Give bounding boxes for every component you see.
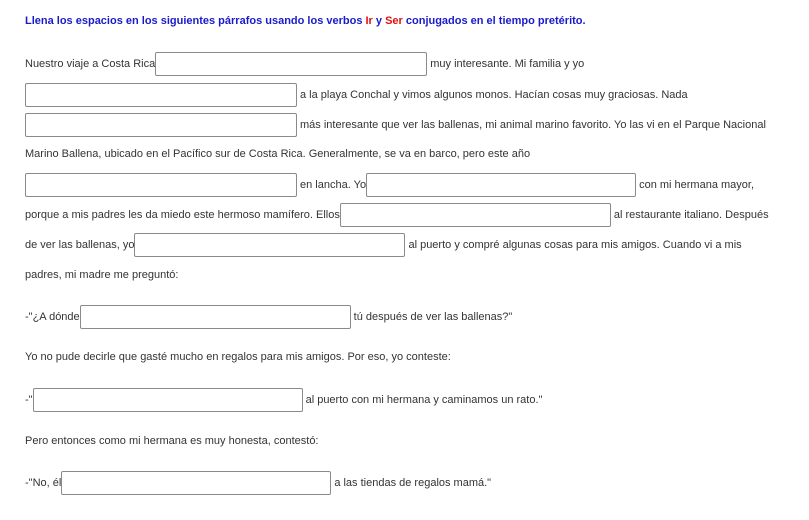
instructions <box>25 15 586 27</box>
text-a2-a: -"No, él <box>25 477 62 489</box>
text-q-a: -"¿A dónde <box>25 311 80 323</box>
blank-4-input[interactable] <box>25 173 297 197</box>
text-q-b: tú después de ver las ballenas?" <box>353 311 513 323</box>
text-l6a: porque a mis padres les da miedo este hermoso mamífero. Ellos <box>25 209 340 221</box>
text-l5b: con mi hermana mayor, <box>639 179 755 191</box>
blank-8-input[interactable] <box>80 305 351 329</box>
paragraph-line-5 <box>25 173 754 195</box>
verb-ir: Ir <box>365 15 373 27</box>
paragraph-line-2 <box>25 83 688 105</box>
blank-2-input[interactable] <box>25 83 297 107</box>
paragraph-line-7 <box>25 233 742 255</box>
narration-line-1 <box>25 346 451 368</box>
blank-6-input[interactable] <box>340 203 611 227</box>
text-a1-a: -" <box>25 394 33 406</box>
text-l5a: en lancha. Yo <box>300 179 367 191</box>
text-a1-b: al puerto con mi hermana y caminamos un rato." <box>305 394 543 406</box>
answer-line-1 <box>25 388 542 410</box>
text-narr1: Yo no pude decirle que gasté mucho en regalos para mis amigos. Por eso, yo conteste: <box>25 351 451 364</box>
text-l1a: Nuestro viaje a Costa Rica <box>25 58 156 70</box>
text-l3: más interesante que ver las ballenas, mi animal marino favorito. Yo las vi en el Parque Nacional <box>300 119 766 131</box>
text-l1b: muy interesante. Mi familia y yo <box>430 58 585 70</box>
verb-ser: Ser <box>385 15 403 27</box>
paragraph-line-6 <box>25 203 769 225</box>
text-l7a: de ver las ballenas, yo <box>25 239 135 251</box>
text-narr2: Pero entonces como mi hermana es muy honesta, contestó: <box>25 435 319 448</box>
narration-line-2 <box>25 430 319 452</box>
blank-5-input[interactable] <box>366 173 636 197</box>
paragraph-line-1 <box>25 52 584 74</box>
instruction-text-mid: y <box>372 15 386 27</box>
blank-1-input[interactable] <box>155 52 427 76</box>
text-l6b: al restaurante italiano. Después <box>613 209 769 221</box>
text-a2-b: a las tiendas de regalos mamá." <box>334 477 492 489</box>
text-l8: padres, mi madre me preguntó: <box>25 269 179 282</box>
blank-3-input[interactable] <box>25 113 297 137</box>
instruction-text-before: Llena los espacios en los siguientes párrafos usando los verbos <box>25 15 366 27</box>
blank-9-input[interactable] <box>33 388 303 412</box>
instruction-text-after: conjugados en el tiempo pretérito. <box>402 15 586 27</box>
answer-line-2 <box>25 471 491 493</box>
question-line <box>25 305 512 327</box>
paragraph-line-3 <box>25 113 766 135</box>
blank-7-input[interactable] <box>134 233 405 257</box>
paragraph-line-4 <box>25 143 530 165</box>
blank-10-input[interactable] <box>61 471 331 495</box>
text-l4: Marino Ballena, ubicado en el Pacífico sur de Costa Rica. Generalmente, se va en barco, pero este año <box>25 148 531 161</box>
text-l7b: al puerto y compré algunas cosas para mis amigos. Cuando vi a mis <box>408 239 742 251</box>
text-l2: a la playa Conchal y vimos algunos monos. Hacían cosas muy graciosas. Nada <box>300 89 688 101</box>
paragraph-line-8 <box>25 264 178 286</box>
